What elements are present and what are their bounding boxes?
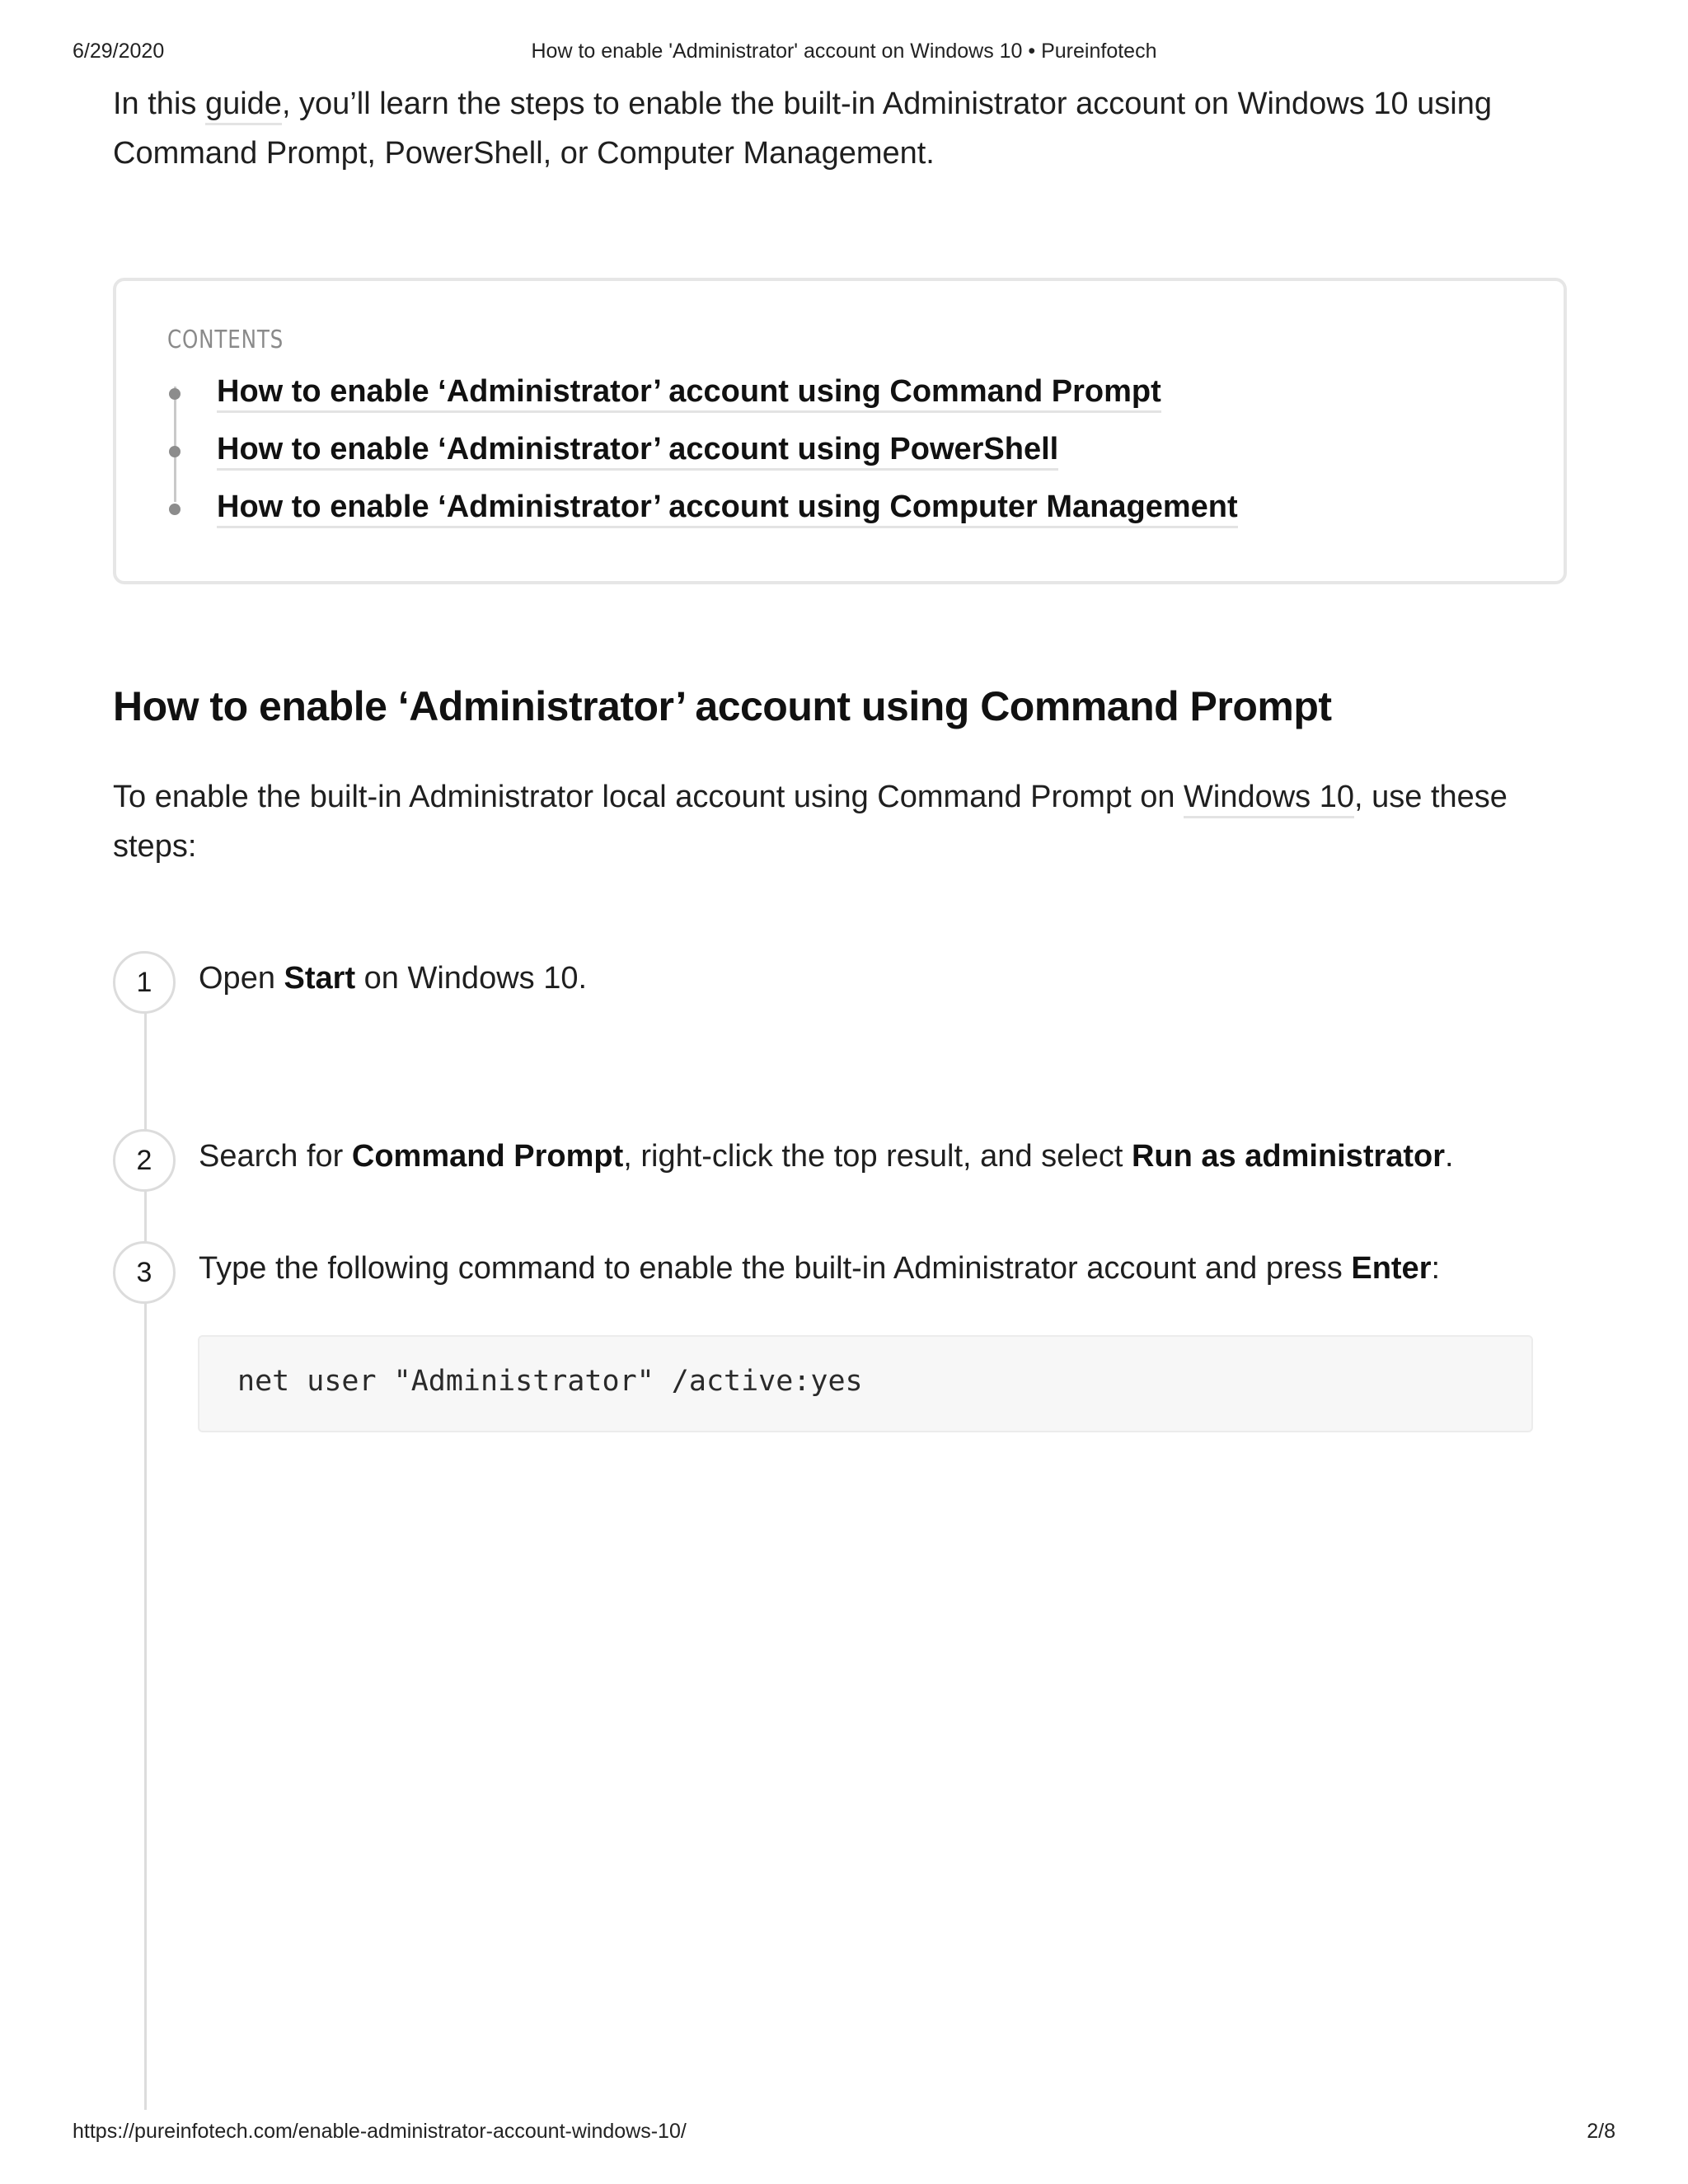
print-date: 6/29/2020 — [73, 40, 165, 63]
step-text-part: Type the following command to enable the built-in Administrator account and press — [199, 1251, 1352, 1286]
section-lead-paragraph — [113, 772, 1580, 871]
step-text — [199, 1136, 1454, 1177]
section-heading: How to enable ‘Administrator’ account using Command Prompt — [113, 683, 1332, 729]
step-bold-term: Command Prompt — [351, 1139, 624, 1174]
windows-10-link[interactable]: Windows 10 — [1184, 780, 1354, 818]
table-of-contents — [113, 278, 1567, 584]
step-number-badge: 3 — [113, 1241, 176, 1304]
step-bold-term: Enter — [1351, 1251, 1432, 1286]
step-text-part: Search for — [199, 1139, 352, 1174]
article-intro — [113, 79, 1580, 178]
toc-bullet-icon — [169, 388, 181, 400]
step-text — [199, 1248, 1440, 1289]
step-bold-term: Start — [284, 961, 356, 996]
intro-text-before: In this — [113, 87, 205, 121]
toc-item — [167, 367, 1238, 424]
toc-link-computer-management[interactable]: How to enable ‘Administrator’ account using Computer Management — [217, 490, 1238, 528]
step-text-part: . — [1445, 1139, 1454, 1174]
intro-paragraph — [113, 79, 1580, 178]
print-url: https://pureinfotech.com/enable-administrator-account-windows-10/ — [73, 2120, 687, 2143]
toc-bullet-icon — [169, 446, 181, 457]
toc-item — [167, 482, 1238, 540]
print-page-title: How to enable 'Administrator' account on Windows 10 • Pureinfotech — [531, 40, 1157, 63]
command-code[interactable]: net user "Administrator" /active:yes — [237, 1365, 863, 1398]
step-text-part: : — [1431, 1251, 1441, 1286]
toc-link-powershell[interactable]: How to enable ‘Administrator’ account using PowerShell — [217, 432, 1058, 471]
step-text-part: Open — [199, 961, 284, 996]
print-header — [73, 40, 1615, 68]
toc-link-command-prompt[interactable]: How to enable ‘Administrator’ account using Command Prompt — [217, 374, 1161, 413]
toc-item — [167, 424, 1238, 482]
lead-text-after: , use these steps: — [113, 780, 1507, 864]
intro-text-after: , you’ll learn the steps to enable the built-in Administrator account on Windows 10 using Command Prompt, PowerShell, or Computer Management. — [113, 87, 1492, 171]
print-page-number: 2/8 — [1587, 2120, 1615, 2143]
toc-list — [167, 367, 1238, 540]
step-bold-term: Run as administrator — [1131, 1139, 1446, 1174]
step-text-part: , right-click the top result, and select — [623, 1139, 1132, 1174]
toc-bullet-icon — [169, 504, 181, 515]
guide-link[interactable]: guide — [205, 87, 282, 125]
toc-label: CONTENTS — [167, 326, 284, 354]
lead-text-before: To enable the built-in Administrator local account using Command Prompt on — [113, 780, 1184, 814]
step-text — [199, 958, 587, 999]
print-footer — [73, 2120, 1615, 2148]
step-number-badge: 1 — [113, 951, 176, 1014]
step-text-part: on Windows 10. — [355, 961, 588, 996]
step-number-badge: 2 — [113, 1129, 176, 1192]
code-block[interactable] — [198, 1335, 1533, 1432]
